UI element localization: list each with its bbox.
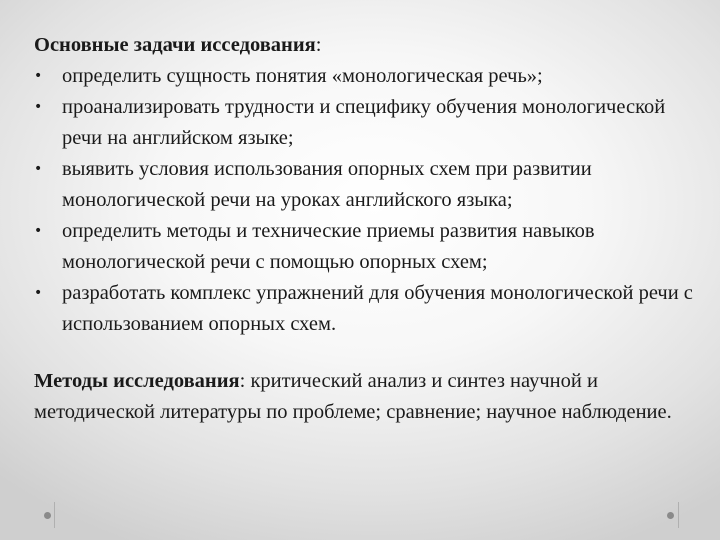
task-item-3 — [34, 154, 694, 216]
tasks-heading-line — [34, 30, 694, 61]
task-item-4 — [34, 216, 694, 278]
decor-dot-left — [44, 512, 51, 519]
methods-text: : критический анализ и синтез научной и методической литературы по проблеме; сравнение; научное наблюдение. — [34, 370, 672, 423]
bullet-icon: • — [34, 161, 43, 177]
decor-line-left — [54, 502, 55, 528]
tasks-heading: Основные задачи исседования — [34, 34, 316, 56]
task-text-3: выявить условия использования опорных схем при развитии монологической речи на уроках английского языка; — [62, 158, 592, 211]
task-text-2: проанализировать трудности и специфику обучения монологической речи на английском языке; — [62, 96, 666, 149]
slide-content — [34, 30, 694, 428]
task-text-1: определить сущность понятия «монологическая речь»; — [62, 65, 543, 87]
task-text-4: определить методы и технические приемы развития навыков монологической речи с помощью опорных схем; — [62, 220, 595, 273]
tasks-heading-suffix: : — [315, 34, 322, 56]
methods-heading: Методы исследования — [34, 370, 240, 392]
methods-paragraph — [34, 366, 694, 428]
task-item-1 — [34, 61, 694, 92]
bullet-icon: • — [34, 285, 43, 301]
bullet-icon: • — [34, 99, 43, 115]
task-item-5 — [34, 278, 694, 340]
task-item-2 — [34, 92, 694, 154]
bullet-icon: • — [34, 223, 43, 239]
tasks-list — [34, 61, 694, 340]
bullet-icon: • — [34, 68, 43, 84]
decor-line-right — [678, 502, 679, 528]
task-text-5: разработать комплекс упражнений для обучения монологической речи с использованием опорных схем. — [62, 282, 693, 335]
decor-dot-right — [667, 512, 674, 519]
